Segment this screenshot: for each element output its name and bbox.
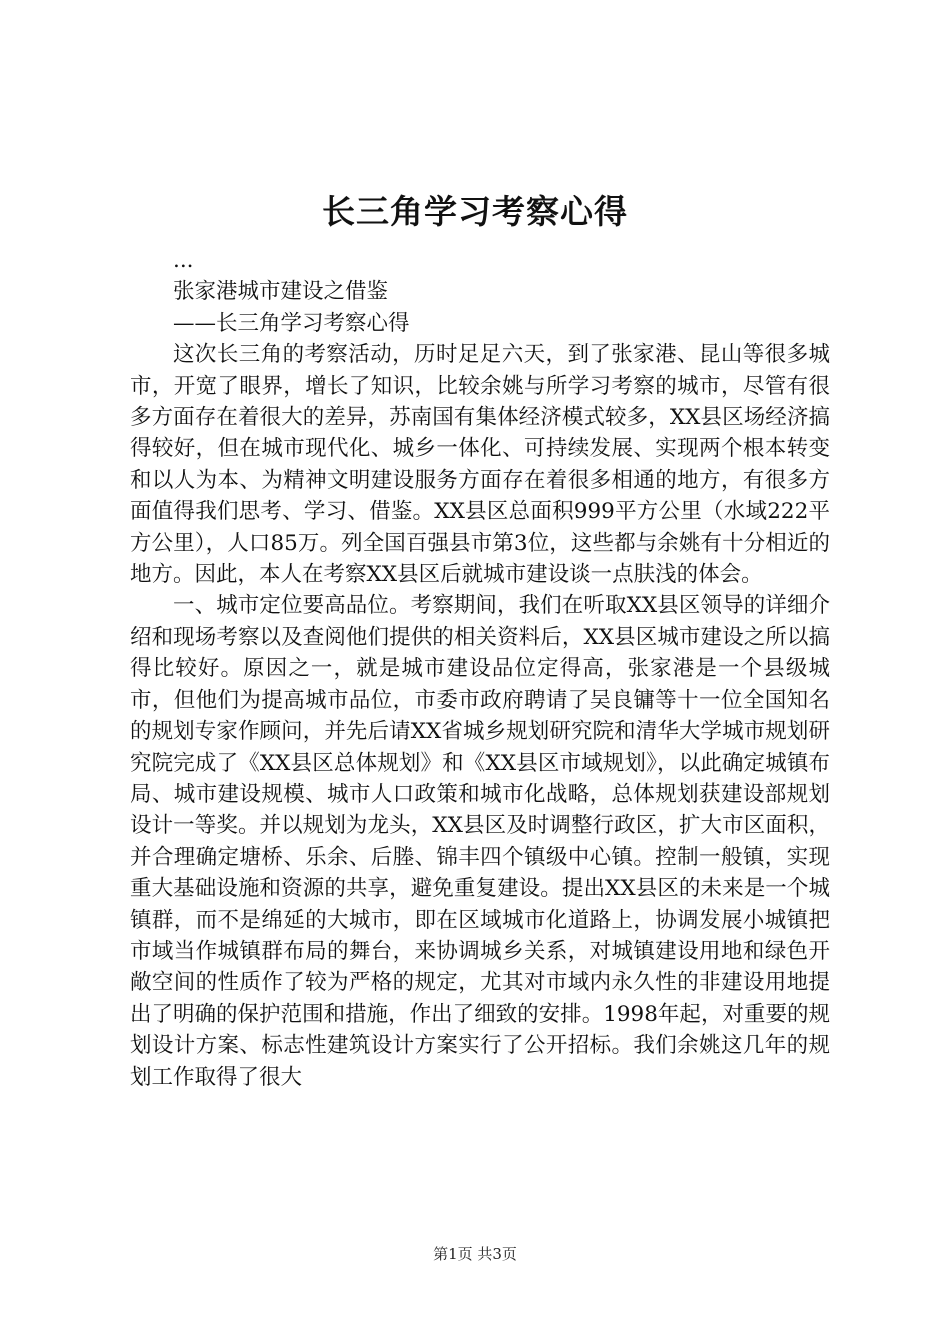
subtitle-line: 张家港城市建设之借鉴	[173, 279, 389, 305]
document-body	[130, 245, 830, 1093]
ellipsis-line: ...	[173, 248, 194, 273]
subtitle-dash-line: ——长三角学习考察心得	[173, 310, 410, 336]
body-paragraph: 这次长三角的考察活动，历时足足六天，到了张家港、昆山等很多城市，开宽了眼界，增长了知识，比较余姚与所学习考察的城市，尽管有很多方面存在着很大的差异，苏南国有集体经济模式较多，XX县区场经济搞得较好，但在城市现代化、城乡一体化、可持续发展、实现两个根本转变和以人为本、为精神文明建设服务方面存在着很多相通的地方，有很多方面值得我们思考、学习、借鉴。XX县区总面积999平方公里（水域222平方公里），人口85万。列全国百强县市第3位，这些都与余姚有十分相近的地方。因此，本人在考察XX县区后就城市建设谈一点肤浅的体会。	[130, 342, 830, 588]
body-paragraph: 一、城市定位要高品位。考察期间，我们在听取XX县区领导的详细介绍和现场考察以及查阅他们提供的相关资料后，XX县区城市建设之所以搞得比较好。原因之一，就是城市建设品位定得高，张家港是一个县级城市，但他们为提高城市品位，市委市政府聘请了吴良镛等十一位全国知名的规划专家作顾问，并先后请XX省城乡规划研究院和清华大学城市规划研究院完成了《XX县区总体规划》和《XX县区市域规划》，以此确定城镇布局、城市建设规模、城市人口政策和城市化战略，总体规划获建设部规划设计一等奖。并以规划为龙头，XX县区及时调整行政区，扩大市区面积，并合理确定塘桥、乐余、后塍、锦丰四个镇级中心镇。控制一般镇，实现重大基础设施和资源的共享，避免重复建设。提出XX县区的未来是一个城镇群，而不是绵延的大城市，即在区域城市化道路上，协调发展小城镇把市域当作城镇群布局的舞台，来协调城乡关系，对城镇建设用地和绿色开敞空间的性质作了较为严格的规定，尤其对市域内永久性的非建设用地提出了明确的保护范围和措施，作出了细致的安排。1998年起，对重要的规划设计方案、标志性建筑设计方案实行了公开招标。我们余姚这几年的规划工作取得了很大	[130, 593, 830, 1090]
document-title: 长三角学习考察心得	[322, 192, 628, 231]
page-number-footer: 第1页 共3页	[433, 1245, 517, 1263]
